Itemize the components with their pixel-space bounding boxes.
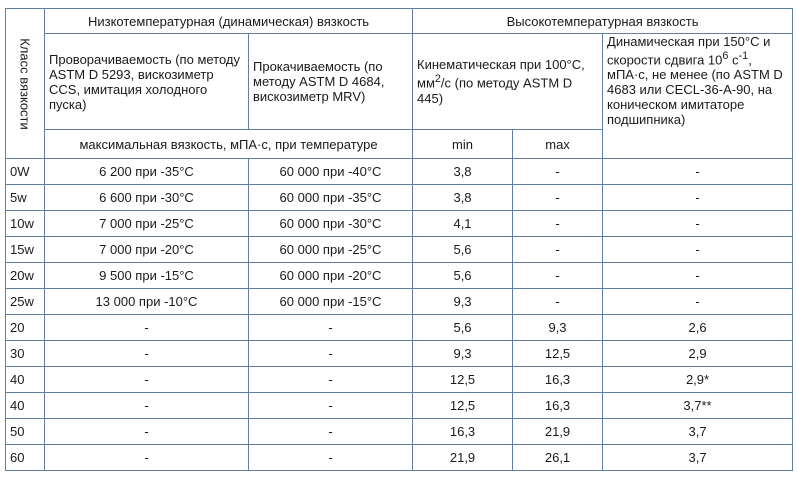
viscosity-class-cell: 10w <box>6 211 45 237</box>
dynamic-header-sup-2: -1 <box>738 50 749 62</box>
hths-cell: - <box>603 289 793 315</box>
hths-cell: - <box>603 211 793 237</box>
kinematic-max-cell: - <box>513 159 603 185</box>
max-viscosity-header: максимальная вязкость, мПА·с, при температуре <box>45 130 413 159</box>
cranking-cell: 6 200 при -35°C <box>45 159 249 185</box>
hths-cell: 3,7 <box>603 419 793 445</box>
cranking-cell: - <box>45 341 249 367</box>
high-temp-group-header: Высокотемпературная вязкость <box>413 9 793 34</box>
cranking-cell: 13 000 при -10°C <box>45 289 249 315</box>
kinematic-min-cell: 5,6 <box>413 237 513 263</box>
kinematic-header-text-1: Кинематическая при 100°C, мм <box>417 57 585 91</box>
dynamic-header-sup-1: 6 <box>722 50 729 62</box>
viscosity-class-cell: 20w <box>6 263 45 289</box>
dynamic-hths-header <box>603 34 793 159</box>
pumping-cell: - <box>249 367 413 393</box>
dynamic-header-text-2: с <box>728 52 739 68</box>
cranking-cell: - <box>45 315 249 341</box>
kinematic-max-cell: 21,9 <box>513 419 603 445</box>
table-body <box>6 9 793 471</box>
pumping-header: Прокачиваемость (по методу ASTM D 4684, вискозиметр MRV) <box>249 34 413 130</box>
hths-cell: - <box>603 263 793 289</box>
kinematic-min-cell: 21,9 <box>413 445 513 471</box>
cranking-header: Проворачиваемость (по методу ASTM D 5293, вискозиметр CCS, имитация холодного пуска) <box>45 34 249 130</box>
pumping-cell: - <box>249 341 413 367</box>
kinematic-max-cell: 26,1 <box>513 445 603 471</box>
table-row <box>6 185 793 211</box>
table-row <box>6 393 793 419</box>
hths-cell: - <box>603 159 793 185</box>
kinematic-max-cell: 16,3 <box>513 393 603 419</box>
kinematic-min-cell: 9,3 <box>413 289 513 315</box>
table-row <box>6 289 793 315</box>
pumping-cell: 60 000 при -25°C <box>249 237 413 263</box>
cranking-cell: 7 000 при -25°C <box>45 211 249 237</box>
table-row <box>6 211 793 237</box>
viscosity-class-cell: 60 <box>6 445 45 471</box>
kinematic-min-header: min <box>413 130 513 159</box>
kinematic-min-cell: 5,6 <box>413 315 513 341</box>
cranking-cell: - <box>45 393 249 419</box>
kinematic-header-sup: 2 <box>434 73 441 86</box>
cranking-cell: 7 000 при -20°C <box>45 237 249 263</box>
dynamic-header-text-1: Динамическая при 150°C и скорости сдвига 10 <box>607 34 771 68</box>
viscosity-class-cell: 15w <box>6 237 45 263</box>
cranking-cell: 9 500 при -15°C <box>45 263 249 289</box>
kinematic-min-cell: 9,3 <box>413 341 513 367</box>
kinematic-min-cell: 12,5 <box>413 393 513 419</box>
kinematic-min-cell: 3,8 <box>413 159 513 185</box>
pumping-cell: 60 000 при -20°C <box>249 263 413 289</box>
hths-cell: 2,9* <box>603 367 793 393</box>
viscosity-class-cell: 25w <box>6 289 45 315</box>
viscosity-class-cell: 20 <box>6 315 45 341</box>
viscosity-class-cell: 40 <box>6 367 45 393</box>
kinematic-min-cell: 16,3 <box>413 419 513 445</box>
table-row <box>6 237 793 263</box>
pumping-cell: - <box>249 419 413 445</box>
hths-cell: 3,7** <box>603 393 793 419</box>
pumping-cell: 60 000 при -15°C <box>249 289 413 315</box>
kinematic-min-cell: 4,1 <box>413 211 513 237</box>
pumping-cell: 60 000 при -35°C <box>249 185 413 211</box>
kinematic-header-text-2: /с (по методу ASTM D 445) <box>417 75 573 106</box>
header-row-groups <box>6 9 793 34</box>
low-temp-group-header: Низкотемпературная (динамическая) вязкость <box>45 9 413 34</box>
cranking-cell: - <box>45 445 249 471</box>
cranking-cell: - <box>45 367 249 393</box>
viscosity-class-cell: 0W <box>6 159 45 185</box>
kinematic-min-cell: 5,6 <box>413 263 513 289</box>
kinematic-max-cell: 12,5 <box>513 341 603 367</box>
viscosity-class-cell: 40 <box>6 393 45 419</box>
cranking-cell: 6 600 при -30°C <box>45 185 249 211</box>
hths-cell: 2,6 <box>603 315 793 341</box>
kinematic-min-cell: 12,5 <box>413 367 513 393</box>
hths-cell: - <box>603 237 793 263</box>
table-row <box>6 367 793 393</box>
pumping-cell: - <box>249 445 413 471</box>
kinematic-max-cell: - <box>513 289 603 315</box>
kinematic-max-cell: - <box>513 263 603 289</box>
pumping-cell: 60 000 при -30°C <box>249 211 413 237</box>
kinematic-max-cell: 9,3 <box>513 315 603 341</box>
hths-cell: - <box>603 185 793 211</box>
kinematic-max-header: max <box>513 130 603 159</box>
pumping-cell: - <box>249 393 413 419</box>
table-row <box>6 341 793 367</box>
cranking-cell: - <box>45 419 249 445</box>
table-row <box>6 419 793 445</box>
table-row <box>6 445 793 471</box>
kinematic-min-cell: 3,8 <box>413 185 513 211</box>
kinematic-max-cell: - <box>513 237 603 263</box>
viscosity-class-header <box>6 9 45 159</box>
kinematic-max-cell: - <box>513 185 603 211</box>
pumping-cell: - <box>249 315 413 341</box>
viscosity-class-cell: 50 <box>6 419 45 445</box>
viscosity-class-cell: 30 <box>6 341 45 367</box>
kinematic-max-cell: - <box>513 211 603 237</box>
table-row <box>6 315 793 341</box>
table-row <box>6 263 793 289</box>
kinematic-max-cell: 16,3 <box>513 367 603 393</box>
dynamic-header-text-3: , мПА·с, не менее (по ASTM D 4683 или CECL-36-A-90, на коническом имитаторе подшипника) <box>607 52 783 128</box>
kinematic-header <box>413 34 603 130</box>
header-row-methods <box>6 34 793 130</box>
hths-cell: 3,7 <box>603 445 793 471</box>
table-row <box>6 159 793 185</box>
viscosity-table <box>5 8 793 471</box>
viscosity-class-label: Класс вязкости <box>17 37 33 130</box>
hths-cell: 2,9 <box>603 341 793 367</box>
pumping-cell: 60 000 при -40°C <box>249 159 413 185</box>
viscosity-class-cell: 5w <box>6 185 45 211</box>
